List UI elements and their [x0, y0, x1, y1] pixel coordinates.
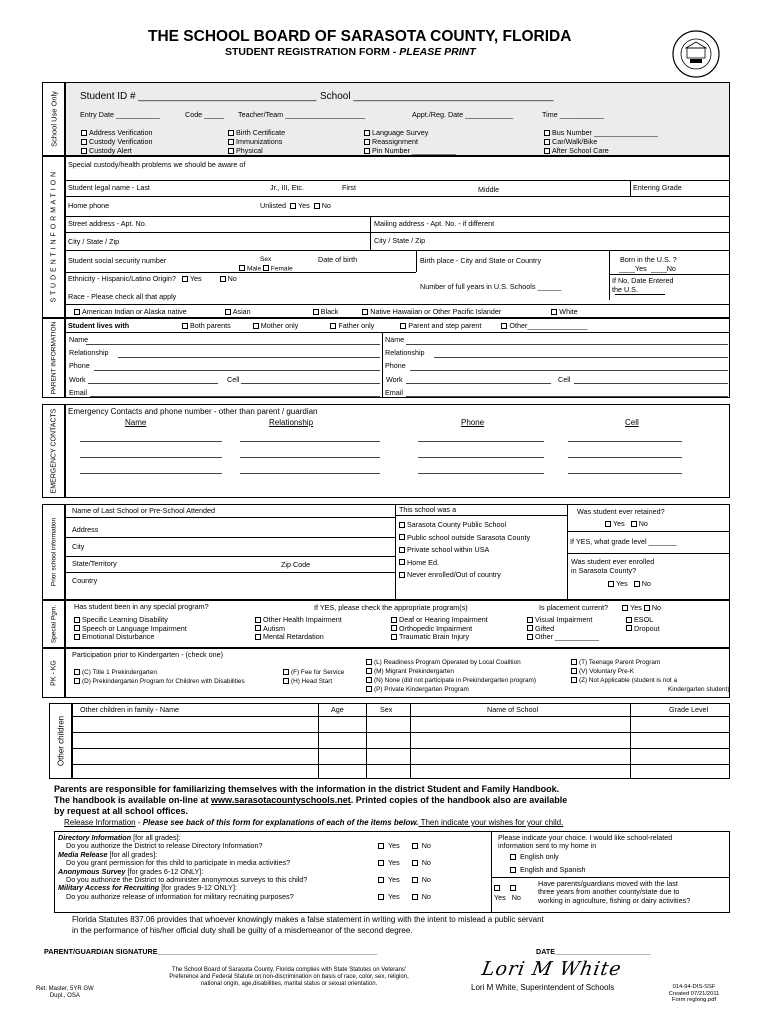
military-yes-checkbox[interactable]	[378, 894, 384, 900]
release-questions: Directory Information [for all grades]: Do you authorize the District to release Directory Information? Media Release [for all grades]: Do you grant permission for this child to participate in media activities? Anonymous Survey [for grades 6-12 ONLY]: Do you authorize the District to administer anonymous surveys to this child? Military Access for Recruiting [for grades 9-12 ONLY]: Do you authorize release of information for military recruiting purposes?	[58, 833, 308, 901]
date-field[interactable]: DATE________________________	[536, 947, 651, 956]
pk-d-checkbox[interactable]: (D) Prekindergarten Program for Children with Disabilities	[74, 677, 245, 686]
after-school-care-checkbox[interactable]: After School Care	[544, 146, 658, 155]
student-info-side-label: S T U D E N T I N F O R M A T I O N	[42, 156, 65, 318]
superintendent-signature: Lori M White	[480, 958, 624, 980]
reassignment-checkbox[interactable]: Reassignment	[364, 137, 456, 146]
compliance-statement: The School Board of Sarasota County, Florida complies with State Statutes on Veterans' Preference and Federal Statute on non-discrimination on basis of race, color, sex, religion, national origin, age,disabilities, marital status or sexual orientation.	[169, 967, 409, 987]
special-col4	[527, 616, 599, 642]
migrant-checkboxes	[494, 884, 518, 892]
street-address-label: Street address - Apt. No.	[68, 219, 147, 228]
retained-no-checkbox[interactable]	[631, 521, 637, 527]
born-us-answers[interactable]: ____Yes ____No	[619, 264, 676, 273]
mental-retardation-checkbox[interactable]: Mental Retardation	[255, 633, 342, 642]
jr-label: Jr., III, Etc.	[270, 183, 304, 192]
pk-f-checkbox[interactable]: (F) Fee for Service	[283, 668, 344, 677]
ohi-checkbox[interactable]: Other Health Impairment	[255, 616, 342, 625]
migrant-yes-checkbox[interactable]	[494, 885, 500, 891]
school-type-options	[399, 519, 530, 582]
retained-label: Was student ever retained?	[577, 507, 665, 516]
parent1-name-label: Name	[69, 335, 89, 344]
code-field[interactable]: Code _____	[185, 110, 225, 119]
prior-address-label: Address	[72, 525, 99, 534]
survey-no-checkbox[interactable]	[412, 877, 418, 883]
special-pgm-side-label: Special Pgm.	[42, 600, 65, 648]
seal-icon	[672, 30, 720, 78]
handbook-link[interactable]: www.sarasotacountyschools.net	[211, 795, 351, 805]
school-use-side-label: School Use Only	[42, 82, 65, 156]
pk-v-checkbox[interactable]: (V) Voluntary Pre-K	[571, 667, 729, 676]
survey-yes-checkbox[interactable]	[378, 877, 384, 883]
both-parents-checkbox[interactable]: Both parents	[182, 321, 231, 330]
prior-zip-label: Zip Code	[281, 560, 311, 569]
birthplace-label: Birth place - City and State or Country	[420, 256, 542, 265]
physical-checkbox[interactable]: Physical	[228, 146, 285, 155]
emergency-header: Emergency Contacts and phone number - other than parent / guardian	[68, 407, 318, 416]
notice-line1: Parents are responsible for familiarizing themselves with the information in the district Student and Family Handbook.	[54, 784, 560, 794]
retention-info: Ret: Master, 5YR GW Dupl., OSA	[36, 986, 94, 999]
sex-options: Male Female	[239, 265, 293, 273]
pk-c-checkbox[interactable]: (C) Title 1 Prekindergarten	[74, 668, 245, 677]
mailing-address-label: Mailing address - Apt. No. - if different	[374, 219, 495, 228]
custody-health-field[interactable]: Special custody/health problems we should be aware of	[68, 160, 246, 169]
emergency-side-label: EMERGENCY CONTACTS	[42, 404, 65, 498]
statute-line2: in the performance of his/her official duty shall be guilty of a misdemeanor of the second degree.	[72, 926, 413, 935]
retained-yes-checkbox[interactable]	[605, 521, 611, 527]
prior-school-side-label: Prior school information	[42, 504, 65, 600]
prior-state-label: State/Territory	[72, 559, 117, 568]
parent2-relationship-label: Relationship	[385, 348, 425, 357]
notice-line2: The handbook is available on-line at www.sarasotacountyschools.net. Printed copies of the handbook also are available	[54, 795, 568, 805]
deaf-checkbox[interactable]: Deaf or Hearing Impairment	[391, 616, 488, 625]
entry-date-field[interactable]: Entry Date ___________	[80, 110, 160, 119]
other-col-grade: Grade Level	[669, 705, 709, 714]
race-white-checkbox[interactable]: White	[551, 307, 577, 316]
address-verification-checkbox[interactable]: Address Verification	[81, 128, 153, 137]
last-school-label: Name of Last School or Pre-School Attended	[72, 506, 216, 515]
placement-yes-checkbox[interactable]	[622, 605, 628, 611]
pk-n-checkbox[interactable]: (N) None (did not participate in Prekindergarten program)	[366, 676, 536, 685]
legal-name-label: Student legal name - Last	[68, 183, 150, 192]
dir-yes-no: Yes No	[378, 842, 431, 850]
tbi-checkbox[interactable]: Traumatic Brain Injury	[391, 633, 488, 642]
full-years-field[interactable]: Number of full years in U.S. Schools ______	[420, 282, 562, 291]
lives-with-options	[182, 322, 587, 330]
dob-label: Date of birth	[318, 255, 358, 264]
pk-col1	[74, 668, 245, 686]
pk-col2	[283, 668, 344, 686]
superintendent-name: Lori M White, Superintendent of Schools	[471, 983, 615, 992]
other-col-sex: Sex	[380, 705, 393, 714]
subtitle-main: STUDENT REGISTRATION FORM -	[225, 46, 400, 58]
pk-col3	[366, 658, 536, 694]
emergency-col-cell: Cell	[625, 418, 639, 427]
pk-h-checkbox[interactable]: (H) Head Start	[283, 677, 344, 686]
parent-signature-field[interactable]: PARENT/GUARDIAN SIGNATURE_______________________________________________________	[44, 947, 378, 956]
school-use-col1	[81, 128, 153, 155]
first-name-label: First	[342, 183, 356, 192]
parent2-work-label: Work	[386, 375, 403, 384]
prior-city-label: City	[72, 542, 85, 551]
parent-info-side-label: PARENT INFORMATION	[42, 318, 65, 398]
sex-label: Sex	[260, 256, 272, 263]
language-survey-checkbox[interactable]: Language Survey	[364, 128, 456, 137]
pk-z-checkbox[interactable]: (Z) Not Applicable (student is not a	[571, 676, 729, 685]
school-use-col2	[228, 128, 285, 155]
placement-no-checkbox[interactable]	[644, 605, 650, 611]
form-code: 014-94-DIS-SSF Created 07/21/2011 Form reglong.pdf	[668, 984, 720, 1004]
statute-line1: Florida Statutes 837.06 provides that whoever knowingly makes a false statement in writing with the intent to mislead a public servant	[72, 915, 544, 924]
home-phone-label: Home phone	[68, 201, 110, 210]
car-walk-bike-checkbox[interactable]: Car/Walk/Bike	[544, 137, 658, 146]
male-checkbox[interactable]	[239, 265, 245, 271]
other-program-checkbox[interactable]: Other ___________	[527, 633, 599, 642]
ethnicity-yes-checkbox[interactable]	[182, 276, 188, 282]
school-board-seal	[672, 30, 720, 78]
migrant-labels: Yes No	[494, 893, 521, 902]
other-col-school: Name of School	[487, 705, 539, 714]
the-us-label: the U.S.	[612, 285, 638, 294]
dropout-checkbox[interactable]: Dropout	[626, 625, 660, 634]
ever-enrolled-options: Yes No	[608, 580, 651, 588]
notice-line3: by request at all school offices.	[54, 806, 189, 816]
emergency-col-name: Name	[125, 418, 147, 427]
city-state-zip-label: City / State / Zip	[68, 237, 120, 246]
form-subtitle	[225, 47, 476, 59]
ethnicity-field: Ethnicity - Hispanic/Latino Origin? Yes No	[68, 274, 237, 283]
retained-options: Yes No	[605, 520, 648, 528]
placement-field: Is placement current? Yes No	[539, 603, 662, 612]
migrant-no-checkbox[interactable]	[510, 885, 516, 891]
parent1-phone-label: Phone	[69, 361, 90, 370]
public-outside-checkbox[interactable]: Public school outside Sarasota County	[399, 532, 530, 545]
special-question: Has student been in any special program?	[74, 602, 209, 611]
autism-checkbox[interactable]: Autism	[255, 625, 342, 634]
other-col-age: Age	[331, 705, 344, 714]
father-only-checkbox[interactable]: Father only	[330, 321, 374, 330]
pk-col4	[571, 658, 729, 694]
ever-enrolled-label: Was student ever enrolled in Sarasota County?	[571, 557, 655, 575]
lives-with-label: Student lives with	[68, 321, 130, 330]
language-preference: Please indicate your choice. I would like school-related information sent to my home in	[498, 833, 673, 851]
race-black-checkbox[interactable]: Black	[313, 307, 339, 316]
parent1-work-label: Work	[69, 375, 86, 384]
parent2-cell-label: Cell	[558, 375, 571, 384]
race-label: Race - Please check all that apply	[68, 292, 177, 301]
race-asian-checkbox[interactable]: Asian	[225, 307, 251, 316]
female-checkbox[interactable]	[263, 265, 269, 271]
directory-yes-checkbox[interactable]	[378, 843, 384, 849]
sarasota-public-checkbox[interactable]: Sarasota County Public School	[399, 519, 530, 532]
sld-checkbox[interactable]: Specific Learning Disability	[74, 616, 187, 625]
pk-header: Participation prior to Kindergarten - (check one)	[72, 650, 224, 659]
migrant-question: Have parents/guardians moved with the last three years from another county/state due to working in agriculture, fishing or dairy activities?	[538, 879, 691, 905]
immunizations-checkbox[interactable]: Immunizations	[228, 137, 285, 146]
pk-z-continued: Kindergarten student)	[668, 686, 730, 693]
middle-name-label: Middle	[478, 185, 500, 194]
parent2-phone-label: Phone	[385, 361, 406, 370]
unlisted-yes-checkbox[interactable]	[290, 203, 296, 209]
page-title: THE SCHOOL BOARD OF SARASOTA COUNTY, FLORIDA	[148, 28, 572, 45]
parent1-cell-label: Cell	[227, 375, 240, 384]
time-field[interactable]: Time ___________	[542, 110, 604, 119]
parent1-relationship-label: Relationship	[69, 348, 109, 357]
parent2-name-label: Name	[385, 335, 405, 344]
pk-kg-side-label: PK - KG	[42, 648, 65, 698]
if-no-date-label: If No, Date Entered	[612, 276, 674, 285]
special-col2	[255, 616, 342, 642]
school-use-col3	[364, 128, 456, 155]
media-no-checkbox[interactable]	[412, 860, 418, 866]
enrolled-yes-checkbox[interactable]	[608, 581, 614, 587]
special-col3	[391, 616, 488, 642]
gifted-checkbox[interactable]: Gifted	[527, 625, 599, 634]
teacher-field[interactable]: Teacher/Team ____________________	[238, 110, 366, 119]
pk-l-checkbox[interactable]: (L) Readiness Program Operated by Local Coalition	[366, 658, 536, 667]
pk-p-checkbox[interactable]: (P) Private Kindergarten Program	[366, 685, 536, 694]
unlisted-field: Unlisted Yes No	[260, 201, 331, 210]
custody-verification-checkbox[interactable]: Custody Verification	[81, 137, 153, 146]
media-yes-no: Yes No	[378, 859, 431, 867]
race-american-indian-checkbox[interactable]: American Indian or Alaska native	[74, 307, 187, 316]
release-heading: Release Information - Please see back of this form for explanations of each of the items below. Then indicate your wishes for your child.	[64, 818, 564, 827]
race-options	[74, 308, 578, 316]
appt-field[interactable]: Appt./Reg. Date ____________	[412, 110, 514, 119]
emergency-col-phone: Phone	[461, 418, 485, 427]
school-use-col4	[544, 128, 658, 155]
custody-alert-checkbox[interactable]: Custody Alert	[81, 146, 153, 155]
mailing-city-label: City / State / Zip	[374, 236, 426, 245]
other-children-side-label: Other children	[49, 703, 72, 779]
race-native-hawaiian-checkbox[interactable]: Native Hawaiian or Other Pacific Islander	[362, 307, 501, 316]
school-field[interactable]: School ____________________________________	[320, 91, 554, 102]
parent1-email-label: Email	[69, 388, 87, 397]
bus-number-checkbox[interactable]: Bus Number ________________	[544, 128, 658, 137]
directory-no-checkbox[interactable]	[412, 843, 418, 849]
ethnicity-no-checkbox[interactable]	[220, 276, 226, 282]
subtitle-emphasis: PLEASE PRINT	[399, 46, 476, 58]
ssn-label: Student social security number	[68, 256, 167, 265]
military-no-checkbox[interactable]	[412, 894, 418, 900]
retained-grade-field[interactable]: If YES, what grade level _______	[570, 537, 677, 546]
birth-certificate-checkbox[interactable]: Birth Certificate	[228, 128, 285, 137]
home-ed-checkbox[interactable]: Home Ed.	[399, 557, 530, 570]
pin-number-checkbox[interactable]: Pin Number ___________	[364, 146, 456, 155]
parent2-email-label: Email	[385, 388, 403, 397]
english-spanish-option[interactable]: English and Spanish	[510, 866, 586, 874]
esol-checkbox[interactable]: ESOL	[626, 616, 660, 625]
english-only-option[interactable]: English only	[510, 853, 559, 861]
other-col-name: Other children in family - Name	[80, 705, 180, 714]
born-us-label: Born in the U.S. ?	[620, 255, 677, 264]
media-yes-checkbox[interactable]	[378, 860, 384, 866]
this-school-label: This school was a	[399, 505, 457, 514]
other-children-section	[72, 703, 730, 779]
unlisted-no-checkbox[interactable]	[314, 203, 320, 209]
special-col1	[74, 616, 187, 642]
emergency-col-relationship: Relationship	[269, 418, 314, 427]
parent-step-parent-checkbox[interactable]: Parent and step parent	[400, 321, 481, 330]
special-if-yes: If YES, please check the appropriate program(s)	[314, 603, 468, 612]
special-col5	[626, 616, 660, 633]
visual-checkbox[interactable]: Visual Impairment	[527, 616, 599, 625]
speech-checkbox[interactable]: Speech or Language Impairment	[74, 625, 187, 634]
emotional-checkbox[interactable]: Emotional Disturbance	[74, 633, 187, 642]
student-id-field[interactable]: Student ID # ________________________________	[80, 91, 317, 102]
mother-only-checkbox[interactable]: Mother only	[253, 321, 299, 330]
private-usa-checkbox[interactable]: Private school within USA	[399, 544, 530, 557]
parent-info-section	[65, 318, 730, 398]
survey-yes-no: Yes No	[378, 876, 431, 884]
other-living-checkbox[interactable]: Other_______________	[501, 321, 587, 330]
orthopedic-checkbox[interactable]: Orthopedic Impairment	[391, 625, 488, 634]
prior-country-label: Country	[72, 576, 98, 585]
pk-m-checkbox[interactable]: (M) Migrant Prekindergarten	[366, 667, 536, 676]
never-enrolled-checkbox[interactable]: Never enrolled/Out of country	[399, 569, 530, 582]
entering-grade-label: Entering Grade	[633, 183, 682, 192]
enrolled-no-checkbox[interactable]	[634, 581, 640, 587]
military-yes-no: Yes No	[378, 893, 431, 901]
pk-t-checkbox[interactable]: (T) Teenage Parent Program	[571, 658, 729, 667]
